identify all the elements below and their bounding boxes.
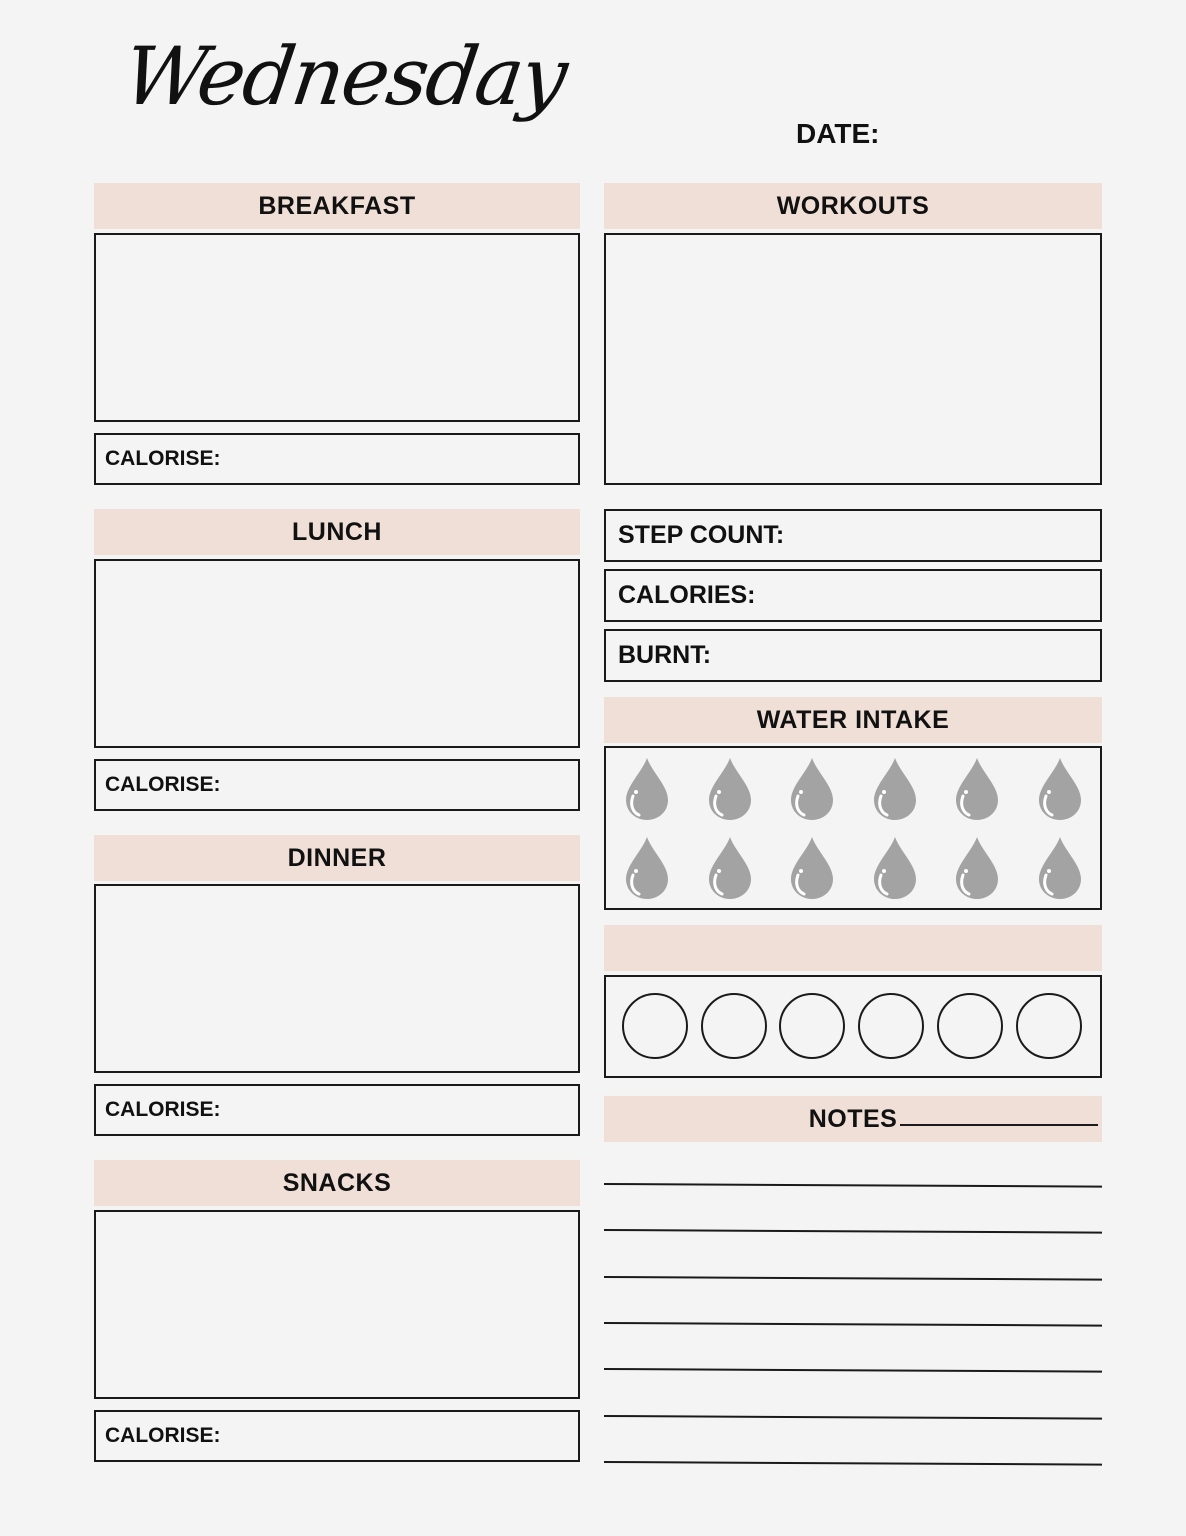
snacks-calorie-field[interactable] <box>94 1410 580 1462</box>
workouts-entry-box[interactable] <box>604 233 1102 485</box>
burnt-label: BURNT: <box>618 641 712 669</box>
calories-field[interactable] <box>604 569 1102 622</box>
lunch-calorie-label: CALORISE: <box>105 773 221 796</box>
tracker-circle[interactable] <box>1016 993 1082 1059</box>
breakfast-entry-box[interactable] <box>94 233 580 422</box>
notes-line[interactable] <box>604 1415 1102 1420</box>
notes-label: NOTES <box>808 1104 898 1133</box>
breakfast-calorie-label: CALORISE: <box>105 447 221 470</box>
lunch-header: LUNCH <box>94 509 580 555</box>
dinner-entry-box[interactable] <box>94 884 580 1073</box>
water-drop-icon[interactable] <box>707 756 753 822</box>
date-label: DATE: <box>796 118 880 149</box>
water-drop-icon[interactable] <box>624 835 670 901</box>
step-count-field[interactable] <box>604 509 1102 562</box>
breakfast-calorie-field[interactable] <box>94 433 580 485</box>
snacks-entry-box[interactable] <box>94 1210 580 1399</box>
dinner-calorie-field[interactable] <box>94 1084 580 1136</box>
tracker-circle[interactable] <box>937 993 1003 1059</box>
step-count-label: STEP COUNT: <box>618 521 785 549</box>
notes-line[interactable] <box>604 1276 1102 1281</box>
notes-line[interactable] <box>604 1461 1102 1466</box>
tracker-circle[interactable] <box>622 993 688 1059</box>
water-intake-header: WATER INTAKE <box>604 697 1102 743</box>
tracker-circle[interactable] <box>701 993 767 1059</box>
water-drop-icon[interactable] <box>789 756 835 822</box>
lunch-entry-box[interactable] <box>94 559 580 748</box>
tracker-circle[interactable] <box>858 993 924 1059</box>
water-drop-icon[interactable] <box>789 835 835 901</box>
dinner-calorie-label: CALORISE: <box>105 1098 221 1121</box>
notes-line[interactable] <box>604 1183 1102 1188</box>
water-intake-box <box>604 746 1102 910</box>
water-drop-icon[interactable] <box>954 835 1000 901</box>
water-drop-icon[interactable] <box>1037 835 1083 901</box>
water-drop-icon[interactable] <box>624 756 670 822</box>
snacks-calorie-label: CALORISE: <box>105 1424 221 1447</box>
snacks-header: SNACKS <box>94 1160 580 1206</box>
dinner-header: DINNER <box>94 835 580 881</box>
lunch-calorie-field[interactable] <box>94 759 580 811</box>
water-drop-icon[interactable] <box>707 835 753 901</box>
notes-line[interactable] <box>604 1229 1102 1234</box>
burnt-field[interactable] <box>604 629 1102 682</box>
notes-header-underline <box>900 1124 1098 1126</box>
tracker-header <box>604 925 1102 971</box>
water-drop-icon[interactable] <box>954 756 1000 822</box>
water-drop-icon[interactable] <box>872 756 918 822</box>
notes-header <box>604 1096 1102 1142</box>
workouts-header: WORKOUTS <box>604 183 1102 229</box>
tracker-circle[interactable] <box>779 993 845 1059</box>
calories-label: CALORIES: <box>618 581 756 609</box>
breakfast-header: BREAKFAST <box>94 183 580 229</box>
notes-line[interactable] <box>604 1322 1102 1327</box>
tracker-box <box>604 975 1102 1078</box>
water-drop-icon[interactable] <box>872 835 918 901</box>
water-drop-icon[interactable] <box>1037 756 1083 822</box>
day-title: Wednesday <box>118 30 572 123</box>
notes-line[interactable] <box>604 1368 1102 1373</box>
